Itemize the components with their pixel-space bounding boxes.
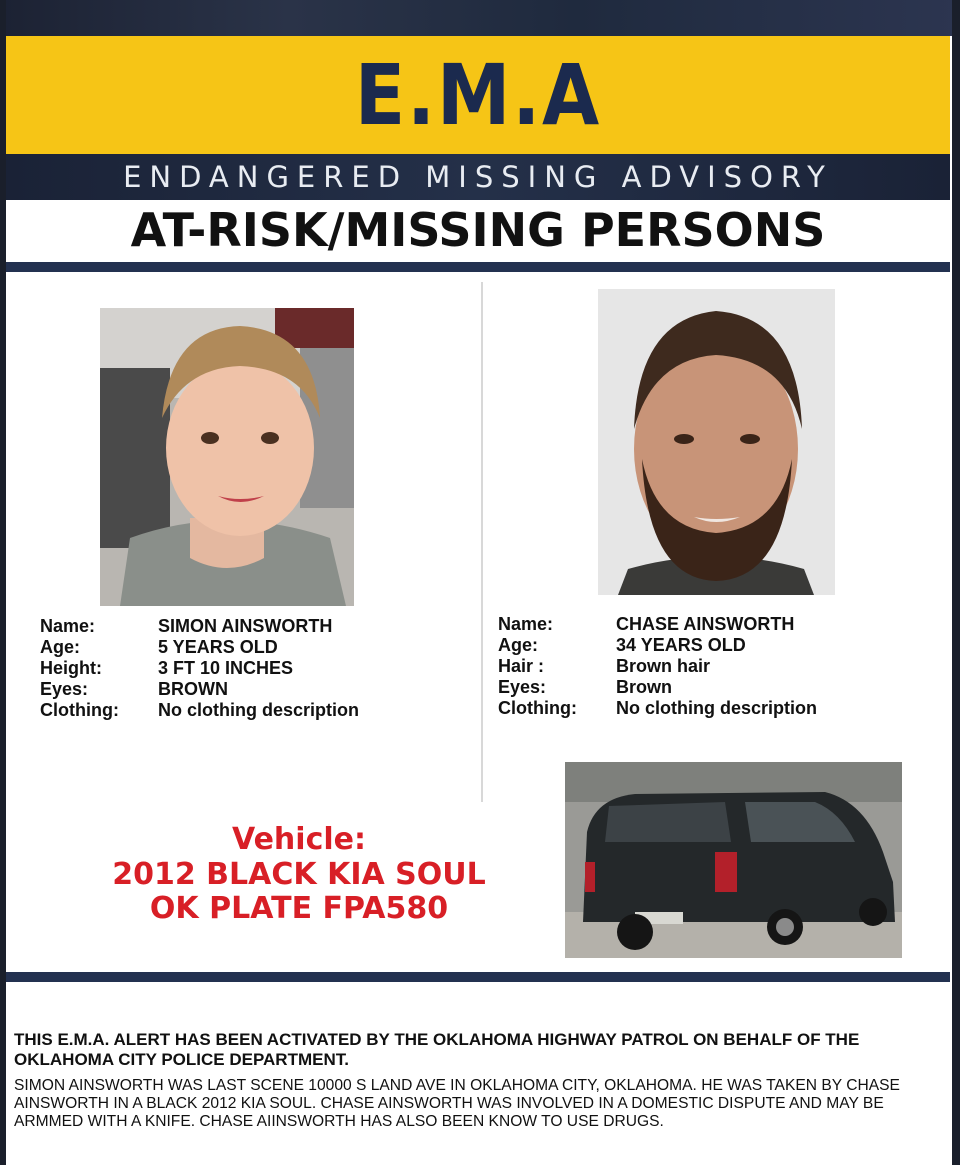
vehicle-line2: OK PLATE FPA580 bbox=[149, 891, 449, 926]
adult-photo bbox=[598, 289, 835, 595]
info-row bbox=[498, 656, 817, 677]
info-value: 3 FT 10 INCHES bbox=[158, 658, 294, 678]
info-label: Height: bbox=[40, 658, 102, 678]
vehicle-line1: 2012 BLACK KIA SOUL bbox=[112, 857, 486, 892]
alert-intro: THIS E.M.A. ALERT HAS BEEN ACTIVATED BY THE OKLAHOMA HIGHWAY PATROL ON BEHALF OF THE OKLAHOMA CITY POLICE DEPARTMENT. bbox=[14, 1030, 860, 1069]
info-value: SIMON AINSWORTH bbox=[158, 616, 333, 636]
vehicle-photo bbox=[565, 762, 902, 958]
heading-text: AT-RISK/MISSING PERSONS bbox=[130, 203, 826, 257]
info-row bbox=[498, 635, 817, 656]
info-value: No clothing description bbox=[158, 700, 359, 720]
info-label: Eyes: bbox=[40, 679, 89, 699]
info-row bbox=[498, 614, 817, 635]
info-label: Clothing: bbox=[498, 698, 577, 718]
subtitle-band bbox=[6, 154, 950, 200]
divider-bottom bbox=[6, 972, 950, 982]
info-row bbox=[498, 698, 817, 719]
info-row bbox=[40, 679, 359, 700]
top-decorative-strip bbox=[0, 0, 960, 36]
info-row bbox=[40, 700, 359, 721]
page-title: E.M.A bbox=[354, 46, 602, 144]
info-value: Brown hair bbox=[616, 656, 711, 676]
alert-text bbox=[14, 1030, 950, 1131]
right-border bbox=[952, 0, 960, 1165]
child-photo bbox=[100, 308, 354, 606]
info-value: 34 YEARS OLD bbox=[616, 635, 746, 655]
info-row bbox=[498, 677, 817, 698]
divider-top bbox=[6, 262, 950, 272]
section-heading bbox=[6, 200, 950, 260]
info-row bbox=[40, 637, 359, 658]
info-value: 5 YEARS OLD bbox=[158, 637, 278, 657]
info-label: Age: bbox=[40, 637, 80, 657]
info-label: Name: bbox=[40, 616, 96, 636]
adult-info bbox=[498, 614, 817, 719]
info-value: No clothing description bbox=[616, 698, 817, 718]
info-value: BROWN bbox=[158, 679, 228, 699]
info-value: CHASE AINSWORTH bbox=[616, 614, 795, 634]
child-info bbox=[40, 616, 359, 721]
column-divider bbox=[481, 282, 483, 802]
vehicle-info bbox=[60, 822, 538, 926]
vehicle-label: Vehicle: bbox=[232, 822, 366, 857]
info-label: Name: bbox=[498, 614, 554, 634]
info-label: Age: bbox=[498, 635, 538, 655]
info-label: Clothing: bbox=[40, 700, 119, 720]
info-row bbox=[40, 616, 359, 637]
subtitle: ENDANGERED MISSING ADVISORY bbox=[123, 160, 833, 194]
info-row bbox=[40, 658, 359, 679]
alert-details: SIMON AINSWORTH WAS LAST SCENE 10000 S LAND AVE IN OKLAHOMA CITY, OKLAHOMA. HE WAS TAKEN BY CHASE AINSWORTH IN A BLACK 2012 KIA SOUL. CHASE AINSWORTH WAS INVOLVED IN A DOMESTIC DISPUTE AND MAY BE ARMMED WITH A KNIFE. CHASE AIINSWORTH HAS ALSO BEEN KNOW TO USE DRUGS. bbox=[14, 1077, 900, 1130]
info-value: Brown bbox=[616, 677, 672, 697]
info-label: Hair : bbox=[498, 656, 545, 676]
title-banner bbox=[6, 36, 950, 154]
info-label: Eyes: bbox=[498, 677, 547, 697]
